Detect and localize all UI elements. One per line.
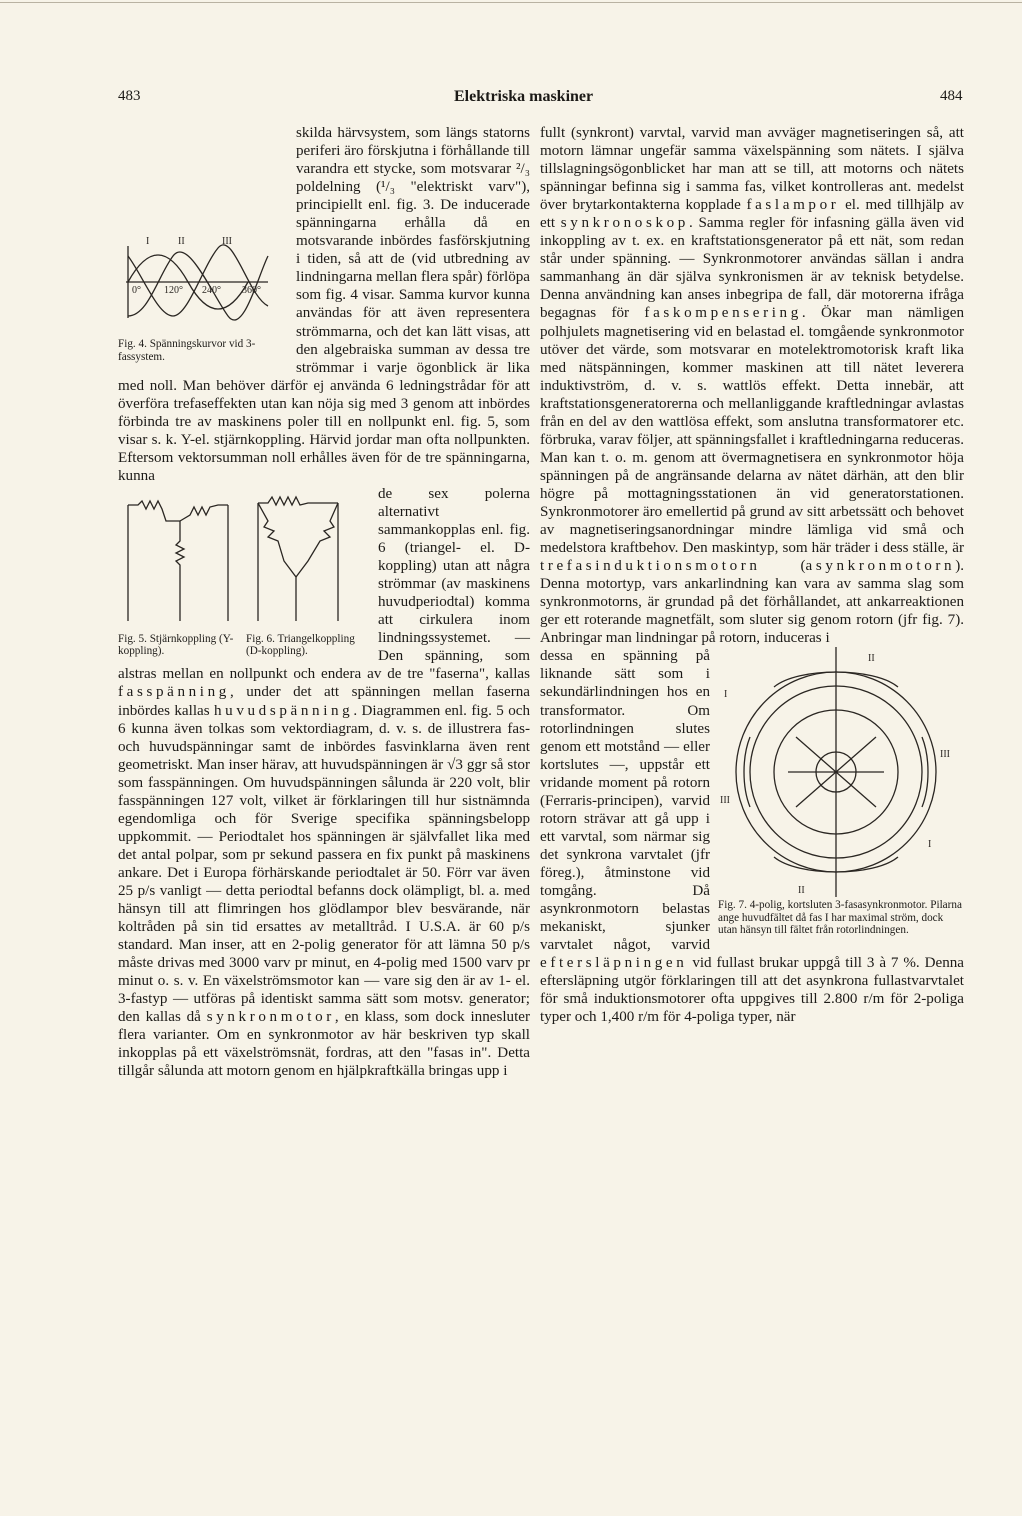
fig4-label-III: III [222,236,232,247]
figure-5-6 [118,491,368,658]
fig4-label-II: II [178,236,185,247]
induction-motor-diagram [718,647,964,897]
fig7-label-III-right: III [940,749,950,761]
left-paragraph-2: de sex polerna alternativt sammankopplas enl. fig. 6 (triangel- el. D-koppling) utan att några strömmar (av maskinens huvudperiodtal) komma att cirkulera inom lindningssystemet. — Den spänning, som alstras mellan en nollpunkt och endera av de tre "faserna", kallas fasspänning, under det att spänningen mellan faserna inbördes kallas huvudspänning. Diagrammen enl. fig. 5 och 6 kunna även tolkas som vektordiagram, d. v. s. de illustrera fas- och huvudspänningar samt de inbördes fasvinklarna även rent geometriskt. Man inser härav, att huvudspänningen är √3 ggr så stor som fasspänningen. Om huvudspänningen sålunda är 220 volt, blir fasspänningen 127 volt, vilket är förklaringen till hur sistnämnda egendomliga och för Sverige specifika spänningsbelopp uppkommit. — Periodtalet hos spänningen är självfallet lika med det antal polpar, som pr sekund passera en fix punkt på maskinens ankare. Det i Europa förhärskande periodtalet är 50. Förr var även 25 p/s vanligt — detta periodtal befanns dock olämpligt, bl. a. med hänsyn till att flimringen hos glödlampor blev besvärande, när koltråden på sin tid ersattes av metalltråd. I U.S.A. är 60 p/s standard. Man inser, att en 2-polig generator för att lämna 50 p/s måste drivas med 3000 varv pr minut, en 4-polig med 1500 varv pr minut o. s. v. En växelströmsmotor kan — vare sig den är av 1- el. 3-fastyp — utföras på identiskt samma sätt som motsv. generator; den kallas då synkronmotor, en klass, som dock innesluter flera varianter. Om en synkronmotor av här beskriven typ skall inkopplas på ett växelströmsnät, fordras, att den "fasas in". Detta tillgår sålunda att motorn genom en hjälpkraftkälla bringas upp i [118,485,530,1080]
fig4-label-360deg: 360° [242,285,261,296]
right-paragraph-2: dessa en spänning på liknande sätt som i sekundärlindningen hos en transformator. Om rotorlindningen slutes genom ett motstånd — eller kortslutes —, uppstår ett vridande moment på rotorn (Ferraris-principen), varvid rotorn strävar att gå upp i ett varvtal, som närmar sig det synkrona varvtalet (jfr föreg.), åtminstone vid tomgång. Då asynkronmotorn belastas mekaniskt, sjunker varvtalet något, varvid eftersläpningen vid fullast brukar uppgå till 3 à 7 %. Denna eftersläpning utgör förklaringen till att det asynkrona fullastvarvtalet för små induktionsmotorer ofta uppgives till 2.800 r/m för 2-poliga typer och 1,400 r/m för 4-poliga typer, när [540,648,964,1026]
figure-4-caption: Fig. 4. Spänningskurvor vid 3-fassystem. [118,338,256,363]
figure-7 [718,647,964,937]
term-asynkronmotorn: asynkronmotorn [805,558,956,575]
page-number-right: 484 [940,88,963,104]
figure-5-caption: Fig. 5. Stjärnkoppling (Y-koppling). [118,632,234,658]
phase-curves-diagram [118,236,286,336]
term-synkronoskop: synkronoskop [560,215,689,232]
fig7-label-I-left: I [724,689,728,701]
fig4-label-240deg: 240° [202,285,221,296]
page-number-left: 483 [118,88,141,104]
figure-4 [118,236,286,363]
term-faskompensering: faskompensering [644,305,802,322]
right-column [540,124,964,1026]
term-fasspanning: fasspänning [118,684,230,701]
left-column [118,124,530,1080]
running-title: Elektriska maskiner [454,88,594,105]
fig7-label-II-top: II [868,653,875,665]
fig7-label-III-left: III [720,795,730,807]
fig4-label-I: I [146,236,150,247]
left-paragraph-1: skilda härvsystem, som längs statorns periferi äro förskjutna i förhållande till varandra ett stycke, som motsvarar ²/₃ poldelning (¹/₃ "elektriskt varv"), principiellt enl. fig. 3. De inducerade spänningarna erhålla då en motsvarande inbördes fasförskjutning i tiden, så att de (vid utbredning av lindningarna mellan flera spår) förlöpa som fig. 4 visar. Samma kurvor kunna användas för att även representera strömmarna, och det kan lätt visas, att den algebraiska summan av dessa tre strömmar i varje ögonblick är lika med noll. Man behöver därför ej använda 6 ledningstrådar för att överföra trefaseffekten utan kan nöja sig med 3 genom att inbördes förbinda tre av maskinens poler till en nollpunkt enl. fig. 5, som visar s. k. Y-el. stjärnkoppling. Härvid jordar man ofta nollpunkten. Eftersom vektorsumman noll erhålles även för de tre spänningarna, kunna [118,125,530,484]
term-eftersläpningen: eftersläpningen [540,955,688,972]
fig4-label-120deg: 120° [164,285,183,296]
star-triangle-diagram [118,491,368,631]
fig7-label-II-bottom: II [798,885,805,897]
fig7-label-I-right: I [928,839,932,851]
term-synkronmotor: synkronmotor [206,1009,335,1026]
figure-6-caption: Fig. 6. Triangelkoppling (D-koppling). [246,632,355,658]
figure-7-caption: Fig. 7. 4-polig, kortsluten 3-fasasynkronmotor. Pilarna ange huvudfältet då fas I har maximal ström, dock utan hänsyn till fältet från rotorlindningen. [718,899,962,937]
page-top-rule [0,2,1022,3]
term-faslampor: faslampor [746,197,840,214]
term-trefasinduktionsmotorn: trefasinduktionsmotorn [540,558,761,575]
term-huvudspanning: huvudspänning [214,702,354,719]
right-paragraph-1: fullt (synkront) varvtal, varvid man avväger magnetiseringen så, att motorn lämnar ungefär samma växelspänning som nätets. I själva tillslagningsögonblicket har man att se till, att motorns och nätets spänningar befinna sig i samma fas, vilket kontrolleras ant. medelst över brytarkontakterna kopplade faslampor el. med tillhjälp av ett synkronoskop. Samma regler för infasning gälla även vid inkoppling av t. ex. en kraftstationsgenerator på ett nät, som redan står under spänning. — Synkronmotorer användas sällan i andra sammanhang än där själva synkronismen är av teknisk betydelse. Denna användning kan anses inbegripa de fall, där motorerna ifråga begagnas för faskompensering. Ökar man nämligen polhjulets magnetisering vid en belastad el. tomgående synkronmotor utöver det värde, som motsvarar en motelektromotorisk kraft lika med nätspänningen, kommer maskinen att till nätet leverera induktivström, d. v. s. wattlös effekt. Detta innebär, att kraftstationsgeneratorerna och mellanliggande kraftledningar avlastas från en del av den wattlösa effekt, som anslutna transformatorer etc. förbruka, varav följer, att spänningsfallet i kraftledningarna reduceras. Man kan t. o. m. genom att övermagnetisera en synkronmotor höja spänningen på de angränsande delarna av nätet därhän, att den blir högre på mottagningsstationen än vid generatorstationen. Synkronmotorer äro emellertid på grund av sitt arbetssätt och behovet av magnetiseringsanordningar mindre lämliga vid små och medelstora kraftbehov. Den maskintyp, som här träder i dess ställe, är trefasinduktionsmotorn (asynkronmotorn). Denna motortyp, vars ankarlindning kan vara av samma slag som synkronmotorns, är grundad på det förhållandet, att ankarreaktionen ger ett roterande magnetfält, som sluter sig genom rotorn (jfr fig. 7). Anbringar man lindningar på rotorn, induceras i [540,125,964,647]
fig4-label-0deg: 0° [132,285,141,296]
